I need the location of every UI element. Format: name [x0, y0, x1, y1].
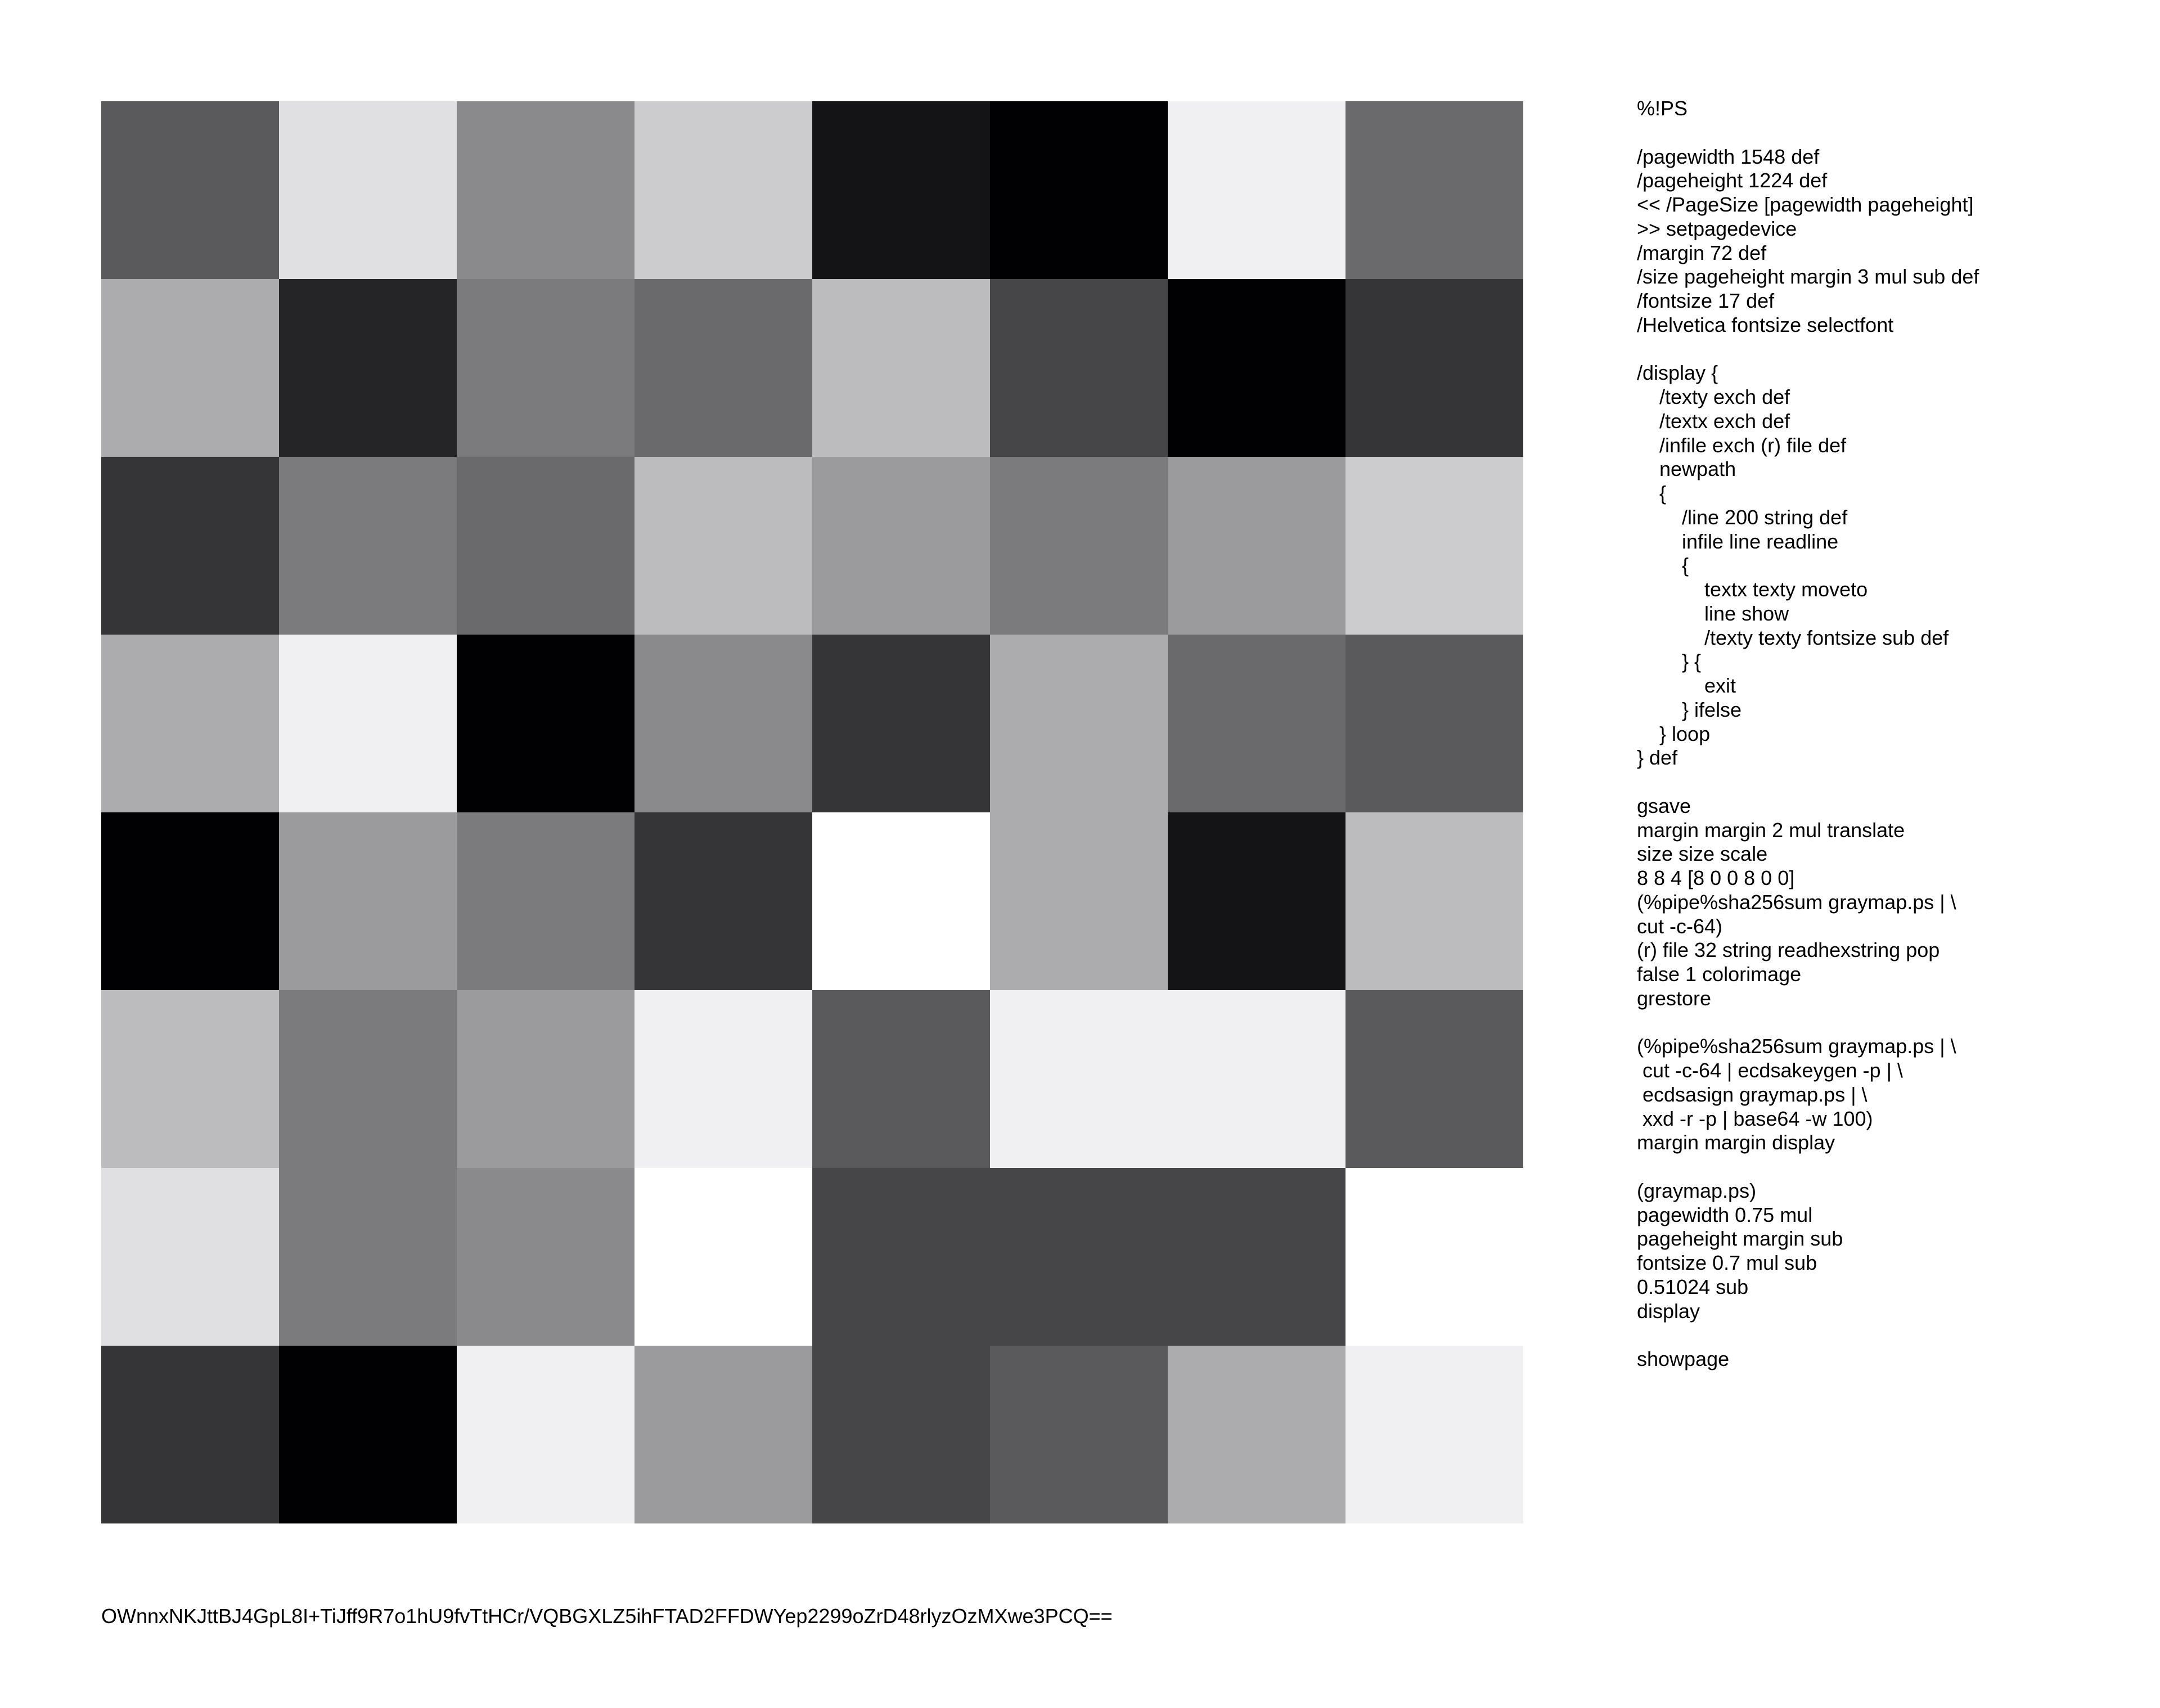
graymap-cell — [1168, 990, 1346, 1168]
graymap-cell — [634, 990, 812, 1168]
graymap-cell — [634, 101, 812, 279]
graymap-cell — [101, 101, 279, 279]
graymap-cell — [1168, 1168, 1346, 1346]
graymap-cell — [1346, 1168, 1523, 1346]
graymap-cell — [1168, 1346, 1346, 1523]
graymap-cell — [634, 635, 812, 812]
graymap-cell — [990, 990, 1168, 1168]
graymap-cell — [101, 990, 279, 1168]
graymap-cell — [1346, 635, 1523, 812]
graymap-cell — [101, 635, 279, 812]
graymap-cell — [812, 990, 990, 1168]
graymap-cell — [634, 812, 812, 990]
graymap-cell — [990, 457, 1168, 635]
graymap-cell — [812, 457, 990, 635]
graymap-cell — [457, 279, 634, 457]
graymap-cell — [101, 279, 279, 457]
graymap-cell — [457, 1168, 634, 1346]
graymap-cell — [812, 101, 990, 279]
graymap-cell — [812, 635, 990, 812]
graymap-cell — [457, 990, 634, 1168]
graymap-cell — [457, 635, 634, 812]
signature-base64-text: OWnnxNKJttBJ4GpL8I+TiJff9R7o1hU9fvTtHCr/VQBGXLZ5ihFTAD2FFDWYep2299oZrD48rlyzOzMXwe3PCQ== — [101, 1604, 1113, 1628]
graymap-cell — [1168, 457, 1346, 635]
graymap-cell — [1346, 101, 1523, 279]
graymap-cell — [990, 1168, 1168, 1346]
graymap-cell — [457, 1346, 634, 1523]
graymap-cell — [101, 1346, 279, 1523]
graymap-cell — [1346, 279, 1523, 457]
graymap-cell — [990, 812, 1168, 990]
graymap-cell — [634, 279, 812, 457]
graymap-cell — [812, 1346, 990, 1523]
graymap-cell — [457, 101, 634, 279]
graymap-cell — [457, 812, 634, 990]
graymap-cell — [101, 457, 279, 635]
graymap-cell — [812, 279, 990, 457]
graymap-cell — [1168, 101, 1346, 279]
graymap-cell — [279, 1168, 457, 1346]
graymap-cell — [279, 101, 457, 279]
graymap-cell — [634, 1346, 812, 1523]
graymap-cell — [1346, 457, 1523, 635]
graymap-cell — [279, 990, 457, 1168]
graymap-cell — [990, 1346, 1168, 1523]
graymap-cell — [990, 101, 1168, 279]
graymap-cell — [990, 635, 1168, 812]
graymap-cell — [279, 457, 457, 635]
graymap-cell — [634, 1168, 812, 1346]
graymap-cell — [101, 812, 279, 990]
graymap-cell — [1346, 990, 1523, 1168]
graymap-cell — [634, 457, 812, 635]
graymap-cell — [812, 1168, 990, 1346]
graymap-cell — [101, 1168, 279, 1346]
graymap-image — [101, 101, 1523, 1523]
graymap-cell — [1168, 635, 1346, 812]
graymap-cell — [812, 812, 990, 990]
graymap-cell — [279, 812, 457, 990]
graymap-cell — [1168, 812, 1346, 990]
graymap-cell — [279, 635, 457, 812]
graymap-cell — [1346, 812, 1523, 990]
graymap-cell — [1168, 279, 1346, 457]
graymap-cell — [279, 279, 457, 457]
graymap-cell — [279, 1346, 457, 1523]
graymap-cell — [1346, 1346, 1523, 1523]
graymap-cell — [457, 457, 634, 635]
graymap-cell — [990, 279, 1168, 457]
postscript-source-text: %!PS /pagewidth 1548 def /pageheight 1224 def << /PageSize [pagewidth pageheight] >> setpagedevice /margin 72 def /size pageheight margin 3 mul sub def /fontsize 17 def /Helvetica fontsize selectfont /display { /texty exch def /textx exch def /infile exch (r) file def newpath { /line 200 string def infile line readline { textx texty moveto line show /texty texty fontsize sub def } { exit } ifelse } loop } def gsave margin margin 2 mul translate size size scale 8 8 4 [8 0 0 8 0 0] (%pipe%sha256sum graymap.ps | \ cut -c-64) (r) file 32 string readhexstring pop false 1 colorimage grestore (%pipe%sha256sum graymap.ps | \ cut -c-64 | ecdsakeygen -p | \ ecdsasign graymap.ps | \ xxd -r -p | base64 -w 100) margin margin display (graymap.ps) pagewidth 0.75 mul pageheight margin sub fontsize 0.7 mul sub 0.51024 sub display showpage — [1637, 97, 1979, 1370]
